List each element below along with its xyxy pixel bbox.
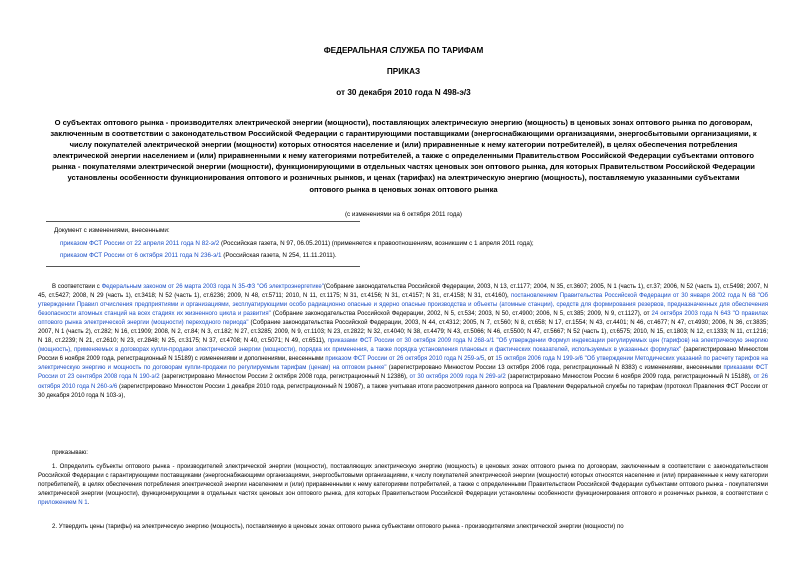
item-2-paragraph: 2. Утвердить цены (тарифы) на электрическую энергию (мощность), поставляемую в ценовых зонах оптового рынка субъектами оптового рынка - производителями электрической энергии (мощности) по [52, 524, 624, 530]
agency-name: ФЕДЕРАЛЬНАЯ СЛУЖБА ПО ТАРИФАМ [323, 46, 484, 55]
order-word: приказываю: [52, 450, 88, 456]
preamble-text: (Собрание законодательства Российской Федерации, 2002, N 5, ст.534; 2003, N 50, ст.4900; 2006, N 5, ст.385; 2009, N 9, ст.1127), от [270, 311, 652, 318]
change-text-1: (Российская газета, N 97, 06.05.2011) (применяется к правоотношениям, возникшим с 1 апреля 2011 года); [219, 239, 534, 247]
preamble-text: (зарегистрировано Минюстом России 13 октября 2006 года, регистрационный N 8383) с изменениями, внесенными [386, 365, 724, 372]
preamble-text: (Собрание законодательства Российской Федерации, 2003, N 13, ст.1177; 2004, N 35, ст.3607; 2005, N 1 (часть 1), ст.37; 2006, N 52 (часть 1), ст.5498; 2007, N 45, ст.5427; 2008, N 29 (часть 1), ст.3418; N 52 (часть 1), ст.6236; 2009, N 48, ст.5711; 2010, N 11, ст.1175; N 31, ст.4156; N 31, ст.4157; N 31, ст.4158; N 31, ст.4160), [38, 284, 768, 300]
preamble-text: (зарегистрировано Минюстом России 6 ноября 2009 года, регистрационный N 15189) с изменениями и дополнениями, внесенными [38, 347, 768, 363]
preamble-link[interactable]: постановлением Правительства Российской Федерации от 30 января 2002 года N 68 "Об утверждении Правил отчисления предприятиями и организациями, эксплуатирующими особо радиационно опасные и ядерно опасные производства и объекты (атомные станции), средств для формирования резервов, предназначенных для обеспечения безопасности атомных станций на всех стадиях их жизненного цикла и развития" [38, 293, 768, 318]
divider-top [46, 221, 360, 222]
preamble [38, 283, 768, 401]
change-item [54, 238, 794, 251]
item-1 [38, 463, 768, 508]
change-link-2[interactable]: приказом ФСТ России от 6 октября 2011 года N 236-э/1 [60, 252, 222, 260]
preamble-text: (зарегистрировано Минюстом России 1 декабря 2010 года, регистрационный N 19087), а также учитывая итоги рассмотрения данного вопроса на Правлении Федеральной службы по тарифам (протокол Правления ФСТ России от 30 декабря 2010 года N 103-э), [38, 383, 768, 399]
changes-heading: Документ с изменениями, внесенными: [54, 227, 170, 234]
doc-date: от 30 декабря 2010 года N 498-э/3 [336, 88, 471, 97]
doc-type: ПРИКАЗ [386, 67, 421, 76]
item1-link[interactable]: приложением N 1 [38, 500, 88, 507]
preamble-link[interactable]: от 30 октября 2009 года N 269-э/2 [409, 374, 506, 381]
preamble-text: , от [484, 356, 496, 363]
preamble-paragraph [38, 283, 768, 401]
preamble-text: (зарегистрировано Минюстом России 2 октября 2008 года, регистрационный N 12386), [159, 374, 410, 381]
preamble-link[interactable]: приказом ФСТ России от 26 октября 2010 года N 259-э/5 [325, 356, 485, 363]
preamble-link[interactable]: 24 октября 2003 года N 643 "О правилах оптового рынка электрической энергии (мощности) переходного периода" [38, 311, 768, 327]
preamble-link[interactable]: от 26 октября 2010 года N 260-э/6 [38, 374, 769, 390]
change-link-1[interactable]: приказом ФСТ России от 22 апреля 2011 года N 82-э/2 [60, 239, 220, 247]
changes-note: (с изменениями на 6 октября 2011 года) [344, 211, 463, 218]
change-item [54, 250, 794, 263]
divider-bottom [46, 266, 360, 267]
item-1-paragraph [38, 463, 768, 508]
preamble-link[interactable]: приказами ФСТ России от 23 сентября 2008 года N 190-э/2 [38, 365, 768, 381]
change-text-2: (Российская газета, N 254, 11.11.2011). [221, 252, 337, 260]
item-2 [38, 523, 768, 532]
document-title: О субъектах оптового рынка - производителях электрической энергии (мощности), поставляющих электрическую энергию (мощность) в ценовых зонах оптового рынка по договорам, заключенным в соответствии с законодательством Российской Федерации с гарантирующими поставщиками (энергоснабжающими организациями, энергосбытовыми организациями, к числу покупателей электрической энергии (мощности) которых относятся население и (или) приравненные к нему категории потребителей), в целях обеспечения потребления электрической энергии населением и (или) приравненными к нему категориями потребителей, а также с определенными Правительством Российской Федерации субъектами оптового рынка - покупателями электрической энергии (мощности), функционирующими в отдельных частях ценовых зон оптового рынка, для которых Правительством Российской Федерации установлены особенности функционирования оптового и розничных рынков, и ценах (тарифах) на электрическую энергию (мощность), поставляемую указанными субъектами оптового рынка в ценовых зонах оптового рынка [50, 118, 757, 194]
preamble-text: (зарегистрировано Минюстом России 6 ноября 2009 года, регистрационный N 15188), [505, 374, 754, 381]
changes-block [54, 225, 794, 263]
preamble-link[interactable]: Федеральным законом от 26 марта 2003 года N 35-ФЗ "Об электроэнергетике" [101, 284, 324, 290]
preamble-link[interactable]: 15 октября 2006 года N 199-э/6 "Об утверждении Методических указаний по расчету тарифов на электрическую энергию и мощность по договорам купли-продажи по регулируемым тарифам (ценам) на оптовом рынке" [38, 356, 768, 372]
preamble-text: В соответствии с [52, 284, 102, 290]
item1-text: . [87, 500, 90, 507]
preamble-text: (Собрание законодательства Российской Федерации, 2003, N 44, ст.4312; 2005, N 7, ст.560; N 8, ст.658; N 17, ст.1554; N 43, ст.4401; N 46, ст.4677; N 47, ст.4930; 2006, N 36, ст.3835; 2007, N 1 (часть 2), ст.282; N 16, ст.1909; 2008, N 2, ст.84; N 3, ст.182; N 27, ст.3285; 2009, N 9, ст.1103; N 23, ст.2822; N 32, ст.4040; N 38, ст.4479; N 43, ст.5066; N 46, ст.5500; N 47, ст.5667; N 52 (часть 1), ст.6575; 2010, N 15, ст.1803; N 12, ст.1333; N 11, ст.1216; N 18, ст.2239; N 21, ст.2610; N 23, ст.2848; N 25, ст.3175; N 37, ст.4708; N 40, ст.5071; N 49, ст.6511), [38, 320, 768, 345]
item1-text: 1. Определить субъекты оптового рынка - производителей электрической энергии (мощности), поставляющих электрическую энергию (мощность) в ценовых зонах оптового рынка по договорам, заключенным в соответствии с законодательством Российской Федерации с гарантирующими поставщиками (энергоснабжающими организациями, энергосбытовыми организациями, к числу покупателей электрической энергии (мощности) которых относятся население и (или) приравненные к нему категории потребителей), в целях обеспечения потребления электрической энергии населением и (или) приравненными к нему категориями потребителей, а также с определенными Правительством Российской Федерации субъектами оптового рынка - покупателями электрической энергии (мощности), функционирующими в отдельных частях ценовых зон оптового рынка, для которых Правительством Российской Федерации установлены особенности функционирования оптового и розничных рынков, в соответствии с [38, 464, 768, 498]
preamble-link[interactable]: приказами ФСТ России от 30 октября 2009 года N 268-э/1 "Об утверждении Формул индексации регулируемых цен (тарифов) на электрическую энергию (мощность), применяемых в договорах купли-продажи электрической энергии (мощности), порядка их применения, а также порядка установления плановых и фактических показателей, используемых в указанных формулах" [38, 338, 769, 354]
order-section [38, 449, 768, 458]
